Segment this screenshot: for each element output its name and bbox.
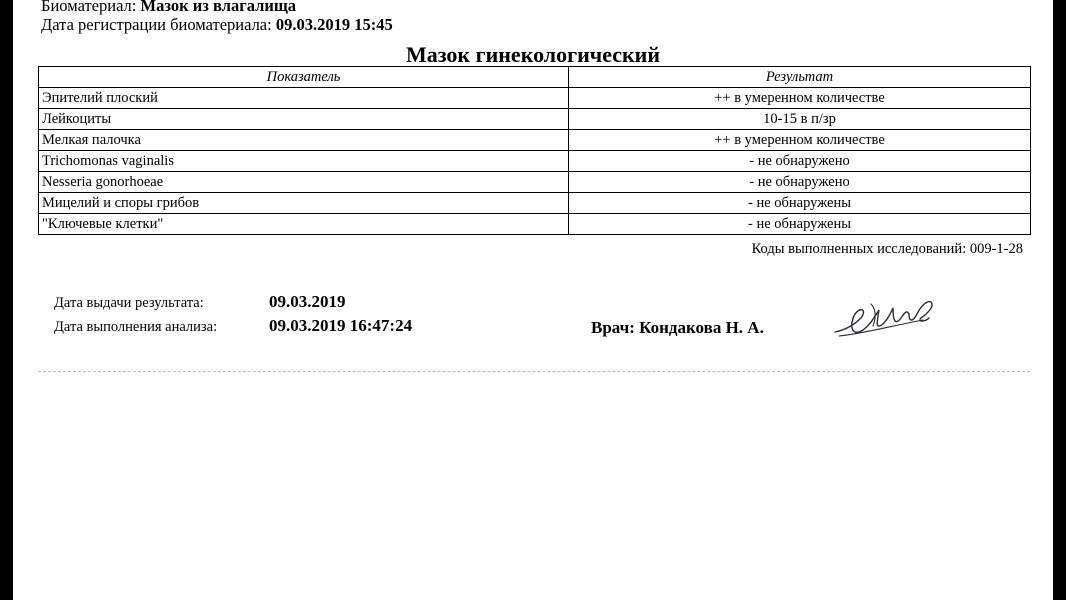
table-row [39,193,1031,214]
issue-date-label: Дата выдачи результата: [54,295,204,311]
table-row [39,130,1031,151]
issue-date-value: 09.03.2019 [269,292,346,311]
analysis-date-label: Дата выполнения анализа: [54,319,218,335]
table-row [39,172,1031,193]
result-cell: - не обнаружено [569,151,1031,172]
biomaterial-line [41,0,296,15]
result-cell: 10-15 в п/зр [569,109,1031,130]
signature-image [831,296,941,346]
registration-value: 09.03.2019 15:45 [275,15,393,34]
biomaterial-value: Мазок из влагалища [140,0,297,15]
doctor-name: Врач: Кондакова Н. А. [591,318,764,337]
result-cell: - не обнаружены [569,193,1031,214]
report-title: Мазок гинекологический [405,42,661,67]
result-cell: - не обнаружены [569,214,1031,235]
result-cell: ++ в умеренном количестве [569,88,1031,109]
analysis-date-value: 09.03.2019 16:47:24 [269,316,413,335]
research-codes: Коды выполненных исследований: 009-1-28 [751,241,1023,257]
indicator-cell: Nesseria gonorhoeae [39,172,569,193]
indicator-cell: Мелкая палочка [39,130,569,151]
indicator-cell: Trichomonas vaginalis [39,151,569,172]
result-cell: ++ в умеренном количестве [569,130,1031,151]
results-table [38,66,1031,235]
indicator-cell: Лейкоциты [39,109,569,130]
header-result: Результат [569,67,1031,88]
table-header-row [39,67,1031,88]
indicator-cell: Мицелий и споры грибов [39,193,569,214]
registration-line [41,16,393,34]
result-cell: - не обнаружено [569,172,1031,193]
cut-line-divider [38,371,1030,372]
biomaterial-label: Биоматериал: [41,0,137,15]
registration-label: Дата регистрации биоматериала: [41,15,272,34]
table-row [39,214,1031,235]
table-row [39,88,1031,109]
indicator-cell: Эпителий плоский [39,88,569,109]
table-row [39,109,1031,130]
indicator-cell: "Ключевые клетки" [39,214,569,235]
table-row [39,151,1031,172]
header-indicator: Показатель [39,67,569,88]
document-page [13,0,1053,600]
